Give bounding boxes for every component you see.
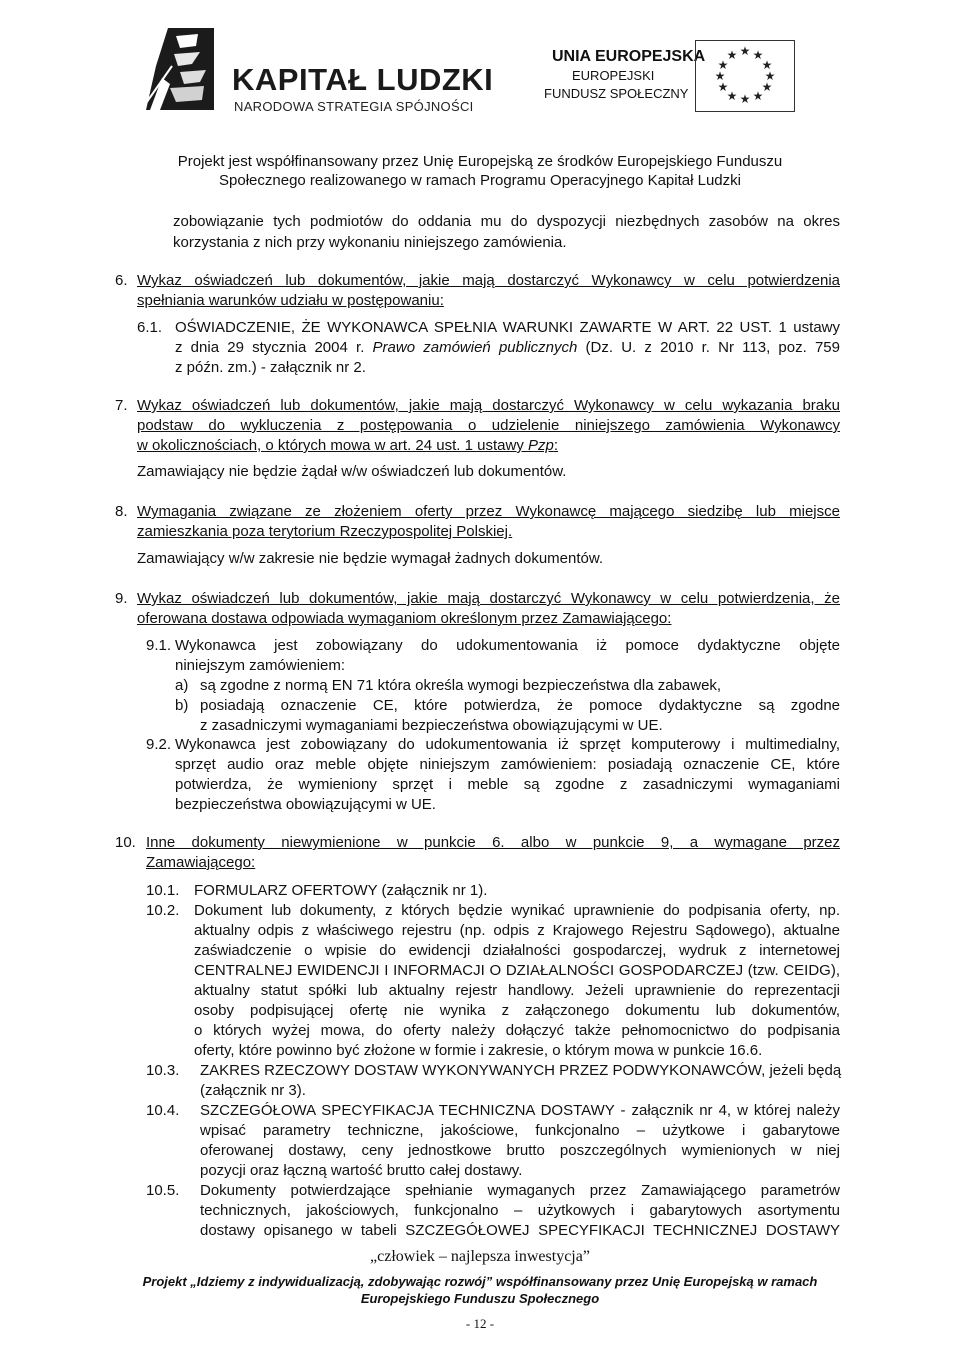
item-10-1-number: 10.1. xyxy=(146,882,180,899)
footer-project-info xyxy=(0,1273,960,1307)
project-cofinancing-line1: Projekt jest współfinansowany przez Unię Europejską ze środków Europejskiego Funduszu xyxy=(177,153,783,170)
item-10-5-text: technicznych, jakościowych, funkcjonalno – użytkowych i gabarytowych asortymentu xyxy=(200,1202,840,1219)
svg-text:★: ★ xyxy=(761,80,773,94)
item-10-2-number: 10.2. xyxy=(146,902,180,919)
section-7-body: Zamawiający nie będzie żądał w/w oświadczeń lub dokumentów. xyxy=(137,463,567,480)
section-7-heading: w okolicznościach, o których mowa w art. 24 ust. 1 ustawy Pzp: xyxy=(137,437,559,454)
section-6-heading: spełniania warunków udziału w postępowaniu: xyxy=(137,292,444,309)
eu-flag-icon xyxy=(695,40,795,112)
item-10-4-text: pozycji oraz łączną wartość brutto całej dostawy. xyxy=(200,1162,523,1179)
item-9-1-b-text: posiadają oznaczenie CE, które potwierdza, że pomoce dydaktyczne są zgodne xyxy=(200,697,840,714)
item-6-1-text: z dnia 29 stycznia 2004 r. Prawo zamówień publicznych (Dz. U. z 2010 r. Nr 113, poz. 759 xyxy=(175,339,840,356)
item-10-5-text: dostawy opisanego w tabeli SZCZEGÓŁOWEJ SPECYFIKACJI TECHNICZNEJ DOSTAWY xyxy=(200,1222,840,1239)
kapital-ludzki-emblem-icon xyxy=(140,26,220,112)
list-marker: a) xyxy=(175,677,189,694)
intro-line: korzystania z nich przy wykonaniu niniejszego zamówienia. xyxy=(173,234,567,251)
item-10-4-text: oferowanej dostawy, ceny jednostkowe brutto poszczególnych wymienionych w niej xyxy=(200,1142,840,1159)
item-9-1-number: 9.1. xyxy=(146,637,172,654)
section-7-heading: podstaw do wykluczenia z postępowania o udzielenie niniejszego zamówienia Wykonawcy xyxy=(137,417,840,434)
item-10-2-text: aktualny statut spółki lub aktualny rejestr handlowy. Jeżeli uprawnienie do reprezentacji xyxy=(194,982,840,999)
svg-text:★: ★ xyxy=(764,69,776,83)
item-10-3-text: ZAKRES RZECZOWY DOSTAW WYKONYWANYCH PRZEZ PODWYKONAWCÓW, jeżeli będą xyxy=(200,1062,842,1079)
item-9-2-text: bezpieczeństwa obowiązującymi w UE. xyxy=(175,796,436,813)
item-10-4-number: 10.4. xyxy=(146,1102,180,1119)
footer-project-line1: Projekt „Idziemy z indywidualizacją, zdobywając rozwój” współfinansowany przez Unię Europejską w ramach xyxy=(142,1274,818,1289)
section-10-heading: Zamawiającego: xyxy=(146,854,256,871)
section-8-heading: zamieszkania poza terytorium Rzeczypospolitej Polskiej. xyxy=(137,523,513,540)
eu-fund-line2: FUNDUSZ SPOŁECZNY xyxy=(544,86,689,101)
svg-text:★: ★ xyxy=(726,89,738,103)
item-6-1-text: OŚWIADCZENIE, ŻE WYKONAWCA SPEŁNIA WARUNKI ZAWARTE W ART. 22 UST. 1 ustawy xyxy=(175,319,840,336)
section-8-number: 8. xyxy=(115,503,128,520)
item-9-2-text: sprzęt audio oraz meble objęte niniejszym zamówieniem: posiadają oznaczenie CE, które xyxy=(175,756,840,773)
svg-text:★: ★ xyxy=(717,80,729,94)
eu-fund-line1: EUROPEJSKI xyxy=(572,68,655,83)
kapital-ludzki-subtitle: NARODOWA STRATEGIA SPÓJNOŚCI xyxy=(234,99,474,114)
section-9-number: 9. xyxy=(115,590,128,607)
section-7-heading: Wykaz oświadczeń lub dokumentów, jakie mają dostarczyć Wykonawcy w celu wykazania braku xyxy=(137,397,840,414)
item-10-5-number: 10.5. xyxy=(146,1182,180,1199)
kapital-ludzki-title: KAPITAŁ LUDZKI xyxy=(232,62,494,97)
item-6-1-number: 6.1. xyxy=(137,319,163,336)
item-10-2-text: zaświadczenie o wpisie do ewidencji działalności gospodarczej, wydruk z internetowej xyxy=(194,942,840,959)
item-10-2-text: aktualny odpis z właściwego rejestru (np. odpis z Krajowego Rejestru Sądowego), aktualne xyxy=(194,922,840,939)
item-10-4-text: wpisać parametry techniczne, jakościowe, funkcjonalno – użytkowe i gabarytowe xyxy=(200,1122,840,1139)
list-marker: b) xyxy=(175,697,189,714)
item-9-2-text: Wykonawca jest zobowiązany do udokumentowania iż sprzęt komputerowy i multimedialny, xyxy=(175,736,840,753)
eu-title: UNIA EUROPEJSKA xyxy=(552,48,706,65)
section-10-number: 10. xyxy=(115,834,136,851)
item-10-2-text: oferty, które powinno być złożone w formie i zakresie, o którym mowa w punkcie 16.6. xyxy=(194,1042,763,1059)
item-9-2-text: potwierdza, że wymieniony sprzęt i meble są zgodne z zasadniczymi wymaganiami xyxy=(175,776,840,793)
item-9-2-number: 9.2. xyxy=(146,736,172,753)
item-10-4-text: SZCZEGÓŁOWA SPECYFIKACJA TECHNICZNA DOSTAWY - załącznik nr 4, w której należy xyxy=(200,1102,840,1119)
footer-project-line2: Europejskiego Funduszu Społecznego xyxy=(360,1291,600,1306)
item-9-1-b-text: z zasadniczymi wymaganiami bezpieczeństwa obowiązującymi w UE. xyxy=(200,717,663,734)
item-10-2-text: CENTRALNEJ EWIDENCJI I INFORMACJI O DZIAŁALNOŚCI GOSPODARCZEJ (tzw. CEIDG), xyxy=(194,962,840,979)
eu-logo xyxy=(540,36,800,116)
item-9-1-text: niniejszym zamówieniem: xyxy=(175,657,346,674)
kapital-ludzki-logo xyxy=(140,26,520,114)
svg-text:★: ★ xyxy=(739,92,751,106)
svg-text:★: ★ xyxy=(761,58,773,72)
item-10-5-text: Dokumenty potwierdzające spełnianie wymaganych przez Zamawiającego parametrów xyxy=(200,1182,840,1199)
section-6-number: 6. xyxy=(115,272,128,289)
item-10-1-text: FORMULARZ OFERTOWY (załącznik nr 1). xyxy=(194,882,488,899)
svg-text:★: ★ xyxy=(717,58,729,72)
item-6-1-text: z późn. zm.) - załącznik nr 2. xyxy=(175,359,366,376)
section-9-heading: Wykaz oświadczeń lub dokumentów, jakie mają dostarczyć Wykonawcy w celu potwierdzenia, że xyxy=(137,590,840,607)
section-8-heading: Wymagania związane ze złożeniem oferty przez Wykonawcę mającego siedzibę lub miejsce xyxy=(137,503,840,520)
item-10-3-number: 10.3. xyxy=(146,1062,180,1079)
item-10-2-text: Dokument lub dokumenty, z których będzie wynikać uprawnienie do podpisania oferty, np. xyxy=(194,902,840,919)
section-9-heading: oferowana dostawa odpowiada wymaganiom określonym przez Zamawiającego: xyxy=(137,610,672,627)
item-9-1-text: Wykonawca jest zobowiązany do udokumentowania iż pomoce dydaktyczne objęte xyxy=(175,637,840,654)
item-10-3-text: (załącznik nr 3). xyxy=(200,1082,306,1099)
svg-text:★: ★ xyxy=(752,48,764,62)
page-number: - 12 - xyxy=(465,1316,495,1331)
project-cofinancing-line2: Społecznego realizowanego w ramach Programu Operacyjnego Kapitał Ludzki xyxy=(219,172,741,189)
item-10-2-text: o których wyżej mowa, do oferty należy dołączyć także pełnomocnictwo do podpisania xyxy=(194,1022,840,1039)
section-10-heading: Inne dokumenty niewymienione w punkcie 6. albo w punkcie 9, a wymagane przez xyxy=(146,834,840,851)
intro-line: zobowiązanie tych podmiotów do oddania mu do dyspozycji niezbędnych zasobów na okres xyxy=(173,213,840,230)
section-8-body: Zamawiający w/w zakresie nie będzie wymagał żadnych dokumentów. xyxy=(137,550,604,567)
section-7-number: 7. xyxy=(115,397,128,414)
svg-text:★: ★ xyxy=(739,44,751,58)
svg-text:★: ★ xyxy=(714,69,726,83)
footer-slogan: „człowiek – najlepsza inwestycja” xyxy=(370,1248,590,1265)
section-6-heading: Wykaz oświadczeń lub dokumentów, jakie mają dostarczyć Wykonawcy w celu potwierdzenia xyxy=(137,272,840,289)
svg-text:★: ★ xyxy=(726,48,738,62)
item-9-1-a-text: są zgodne z normą EN 71 która określa wymogi bezpieczeństwa dla zabawek, xyxy=(200,677,722,694)
item-10-2-text: osoby podpisującej ofertę nie wynika z załączonego dokumentu lub dokumentów, xyxy=(194,1002,840,1019)
svg-text:★: ★ xyxy=(752,89,764,103)
